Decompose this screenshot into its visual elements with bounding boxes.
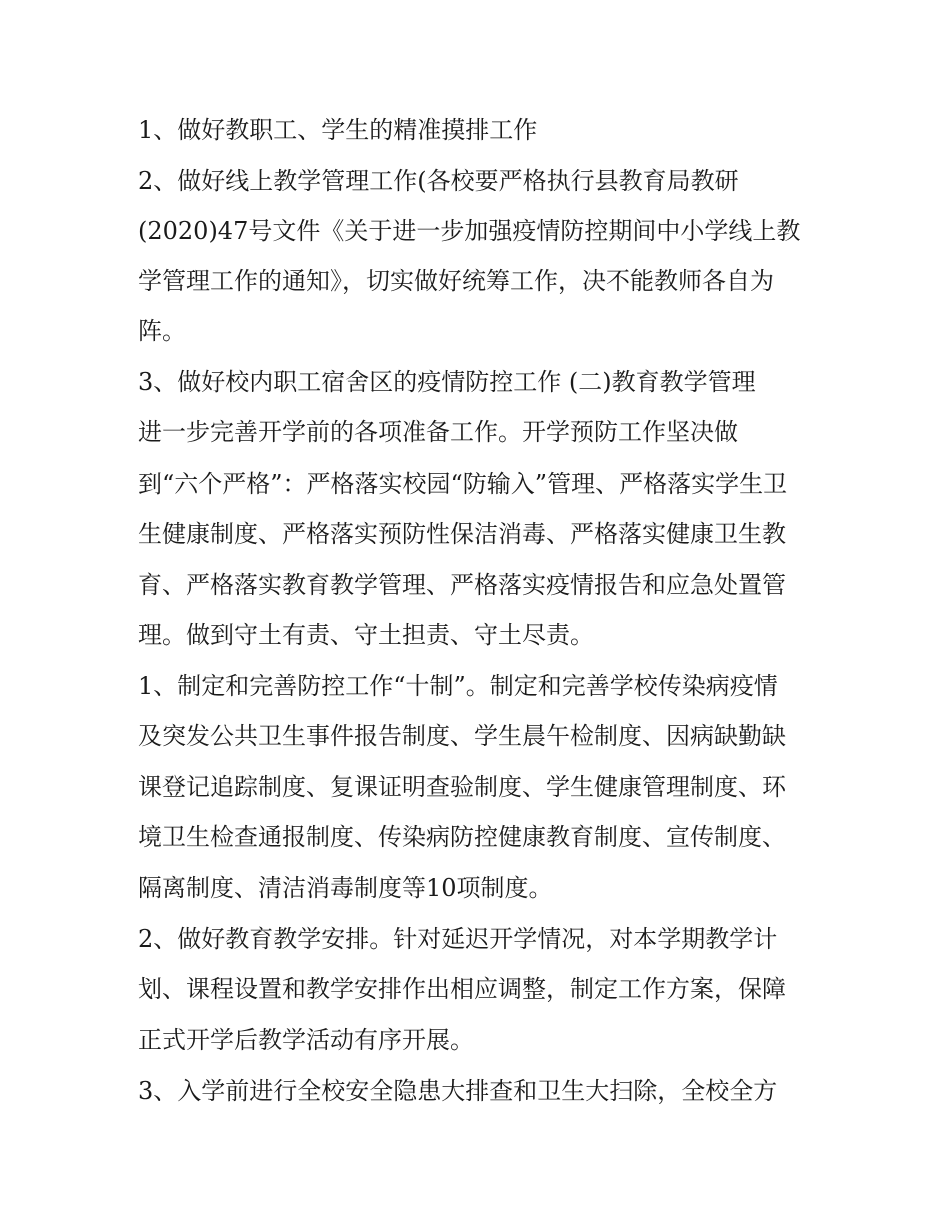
text-line: 课登记追踪制度、复课证明查验制度、学生健康管理制度、环	[138, 773, 786, 801]
text-line: 2、做好线上教学管理工作(各校要严格执行县教育局教研	[138, 167, 739, 195]
text-line: 育、严格落实教育教学管理、严格落实疫情报告和应急处置管	[138, 571, 786, 599]
text-line: 正式开学后教学活动有序开展。	[138, 1026, 474, 1054]
text-line: 1、制定和完善防控工作“十制”。制定和完善学校传染病疫情	[138, 672, 778, 700]
text-line: 3、入学前进行全校安全隐患大排查和卫生大扫除，全校全方	[138, 1077, 778, 1105]
text-line: 到“六个严格”：严格落实校园“防输入”管理、严格落实学生卫	[138, 470, 788, 498]
text-line: 2、做好教育教学安排。针对延迟开学情况，对本学期教学计	[138, 925, 778, 953]
text-line: 划、课程设置和教学安排作出相应调整，制定工作方案，保障	[138, 975, 786, 1003]
text-line: (2020)47号文件《关于进一步加强疫情防控期间中小学线上教	[138, 217, 801, 245]
text-line: 3、做好校内职工宿舍区的疫情防控工作 (二)教育教学管理	[138, 368, 756, 396]
text-line: 及突发公共卫生事件报告制度、学生晨午检制度、因病缺勤缺	[138, 722, 786, 750]
text-line: 隔离制度、清洁消毒制度等10项制度。	[138, 874, 553, 902]
text-line: 境卫生检查通报制度、传染病防控健康教育制度、宣传制度、	[138, 823, 786, 851]
text-line: 生健康制度、严格落实预防性保洁消毒、严格落实健康卫生教	[138, 520, 786, 548]
text-line: 阵。	[138, 317, 186, 345]
text-line: 学管理工作的通知》，切实做好统筹工作，决不能教师各自为	[138, 267, 774, 295]
text-line: 1、做好教职工、学生的精准摸排工作	[138, 116, 538, 144]
text-line: 进一步完善开学前的各项准备工作。开学预防工作坚决做	[138, 418, 738, 446]
text-line: 理。做到守土有责、守土担责、守土尽责。	[138, 621, 594, 649]
